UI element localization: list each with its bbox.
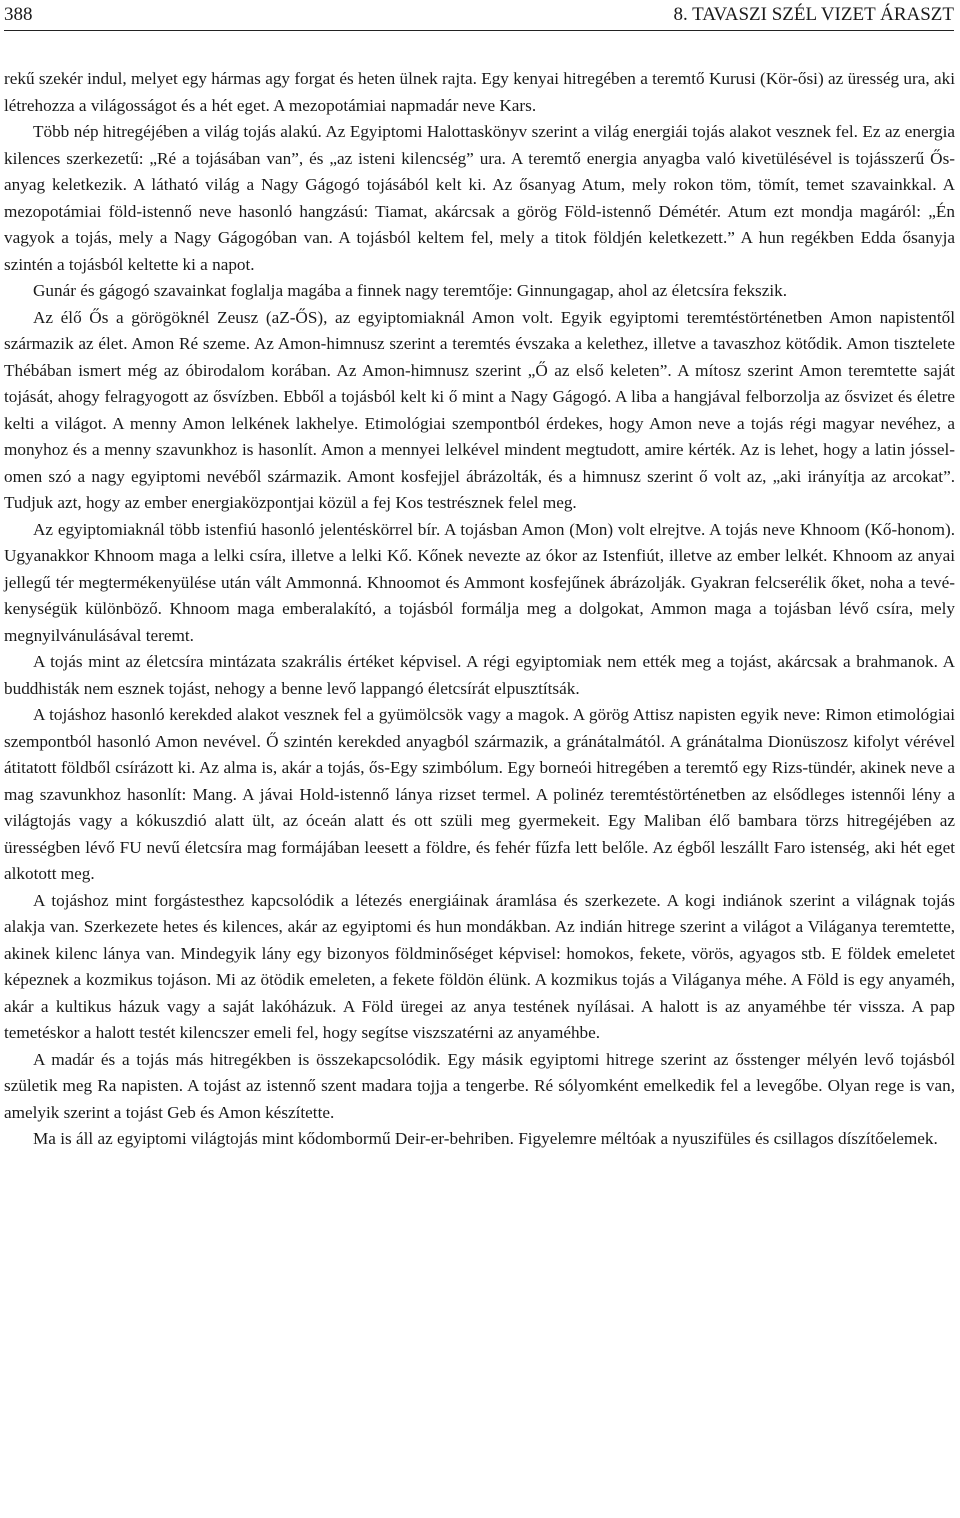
paragraph: Az élő Ős a görögöknél Zeusz (aZ-ŐS), az egyiptomiaknál Amon volt. Egyik egyiptomi teremtéstörténetben Amon napistentől származik az élet. Amon Ré szeme. Az Amon-himnusz szerint a teremtés évszaka a kelethez, illetve a tavaszhoz kötődik. Amon tisztelete Thébában ismert még az óbirodalom korában. Az Amon-himnusz szerint „Ő az első keleten”. A mítosz szerint Amon teremtette saját tojását, ahogy felragyogott az ősvízben. Ebből a tojásból kelt ki ő mint a Nagy Gágogó. A liba a hangjával felborzolja az ősvizet és életre kelti a világot. A menny Amon lelkének lakhelye. Etimológiai szempontból érdekes, hogy Amon neve a tojás régi magyar nevéhez, a monyhoz és a menny szavunkhoz is hasonlít. Amon a mennyei lelkével mindent megtudott, amire kérték. Az is lehet, hogy a latin jóssel-omen szó a nagy egyiptomi nevéből származik. Amont kosfejjel ábrázolták, és a himnusz szerint ő volt az, „aki irányítja az arcokat”. Tudjuk azt, hogy az ember energiaközpontjai közül a fej Kos testrésznek felel meg.	[4, 307, 955, 512]
header-rule	[4, 30, 954, 31]
paragraph: Gunár és gágogó szavainkat foglalja magába a finnek nagy teremtője: Ginnungagap, ahol az életcsíra fekszik.	[33, 281, 788, 300]
paragraph: A tojás mint az életcsíra mintázata szakrális értéket képvisel. A régi egyiptomiak nem ették meg a tojást, akárcsak a brahmanok. A buddhisták nem esznek tojást, nehogy a benne levő lappangó életcsírát elpusztítsák.	[4, 652, 955, 698]
paragraph: Az egyiptomiaknál több istenfiú hasonló jelentéskörrel bír. A tojásban Amon (Mon) volt elrejtve. A tojás neve Khnoom (Kő-honom). Ugyanakkor Khnoom maga a lelki csíra, illetve a lelki Kő. Kőnek nevezte az ókor az Istenfiút, illetve az ember lelkét. Khnoom az anyai jellegű tér megtermékenyülése után vált Ammonná. Khnoomot és Ammont kosfejűnek ábrázolják. Gyakran felcserélik őket, noha a tevékenységük különböző. Khnoom maga emberalakító, a tojásból formálja meg a dolgokat, Ammon maga a tojásban lévő csíra, mely megnyilvánulásával teremt.	[4, 519, 955, 645]
paragraph: A tojáshoz mint forgástesthez kapcsolódik a létezés energiáinak áramlása és szerkezete. A kogi indiánok szerint a világnak tojás alakja van. Szerkezete hetes és kilences, akár az egyiptomi és hun mondákban. Az indián hitrege szerint a világot a Világanya teremtette, akinek kilenc lánya van. Mindegyik lány egy bizonyos földminőséget képvisel: homokos, fekete, vörös, agyagos stb. E földek emeletet képeznek a kozmikus tojáson. Mi az ötödik emeleten, a fekete földön élünk. A kozmikus tojás a Világanya méhe. A Föld is egy anyaméh, akár a kultikus házuk vagy a saját lakóházuk. A Föld üregei az anya testének nyílásai. A halott is az anyaméhbe tér vissza. A pap temetéskor a halott testét kilencszer emeli fel, hogy segítse viszszatérni az anyaméhbe.	[4, 890, 955, 1042]
running-header	[4, 2, 954, 30]
body-text	[4, 66, 955, 1153]
paragraph: Több nép hitregéjében a világ tojás alakú. Az Egyiptomi Halottaskönyv szerint a világ energiái tojás alakot vesznek fel. Ez az energia kilences szerkezetű: „Ré a tojásában van”, és „az isteni kilencség” ura. A teremtő energia anyagba való kivetülésével is tojásszerű Ős-anyag keletkezik. A látható világ a Nagy Gágogó tojásából kelt ki. Az ősanyag Atum, mely rokon töm, tömít, temet szavainkkal. A mezopotámiai föld-istennő neve hasonló hangzású: Tiamat, akárcsak a görög Föld-istennő Démétér. Atum ezt mondja magáról: „Én vagyok a tojás, mely a Nagy Gágogóban van. A tojásból keltem fel, mely a titok földjén keletkezett.” A hun regékben Edda ősanyja szintén a tojásból keltette ki a napot.	[4, 122, 955, 274]
paragraph: Ma is áll az egyiptomi világtojás mint kődombormű Deir-er-behriben. Figyelemre méltóak a nyuszifüles és csillagos díszítőelemek.	[33, 1129, 938, 1148]
paragraph: A tojáshoz hasonló kerekded alakot vesznek fel a gyümölcsök vagy a magok. A görög Attisz napisten egyik neve: Rimon etimológiai szempontból hasonló Amon nevével. Ő szintén kerekded anyagból származik, a gránátalmától. A gránátalma Dionüszosz kifolyt vérével átitatott földből csírázott ki. Az alma is, akár a tojás, ős-Egy szimbólum. Egy borneói hitregében a teremtő egy Rizs-tündér, akinek neve a mag szavunkhoz hasonlít: Mang. A jávai Hold-istennő lánya rizset termel. A polinéz teremtéstörténetben az elsődleges istennői lény a világtojás vagy a kókuszdió alatt ült, az óceán alatt és ott szüli meg gyermekeit. Egy Maliban élő bambara törzs hitregéjében az ürességben lévő FU nevű életcsíra mag formájában leesett a földre, és fehér fűzfa lett belőle. Az égből leszállt Faro istenség, aki hét eget alkotott meg.	[4, 705, 955, 883]
paragraph: A madár és a tojás más hitregékben is összekapcsolódik. Egy másik egyiptomi hitrege szerint az ősstenger mélyén levő tojásból születik meg Ra napisten. A tojást az istennő szent madara tojja a tengerbe. Ré sólyomként emelkedik fel a levegőbe. Olyan rege is van, amelyik szerint a tojást Geb és Amon készítette.	[4, 1049, 955, 1122]
paragraph: rekű szekér indul, melyet egy hármas agy forgat és heten ülnek rajta. Egy kenyai hitregében a teremtő Kurusi (Kör-ősi) az üresség ura, aki létrehozza a világosságot és a hét eget. A mezopotámiai napmadár neve Kars.	[4, 69, 955, 115]
chapter-title: 8. TAVASZI SZÉL VIZET ÁRASZT	[673, 4, 954, 25]
page-number: 388	[4, 4, 33, 25]
